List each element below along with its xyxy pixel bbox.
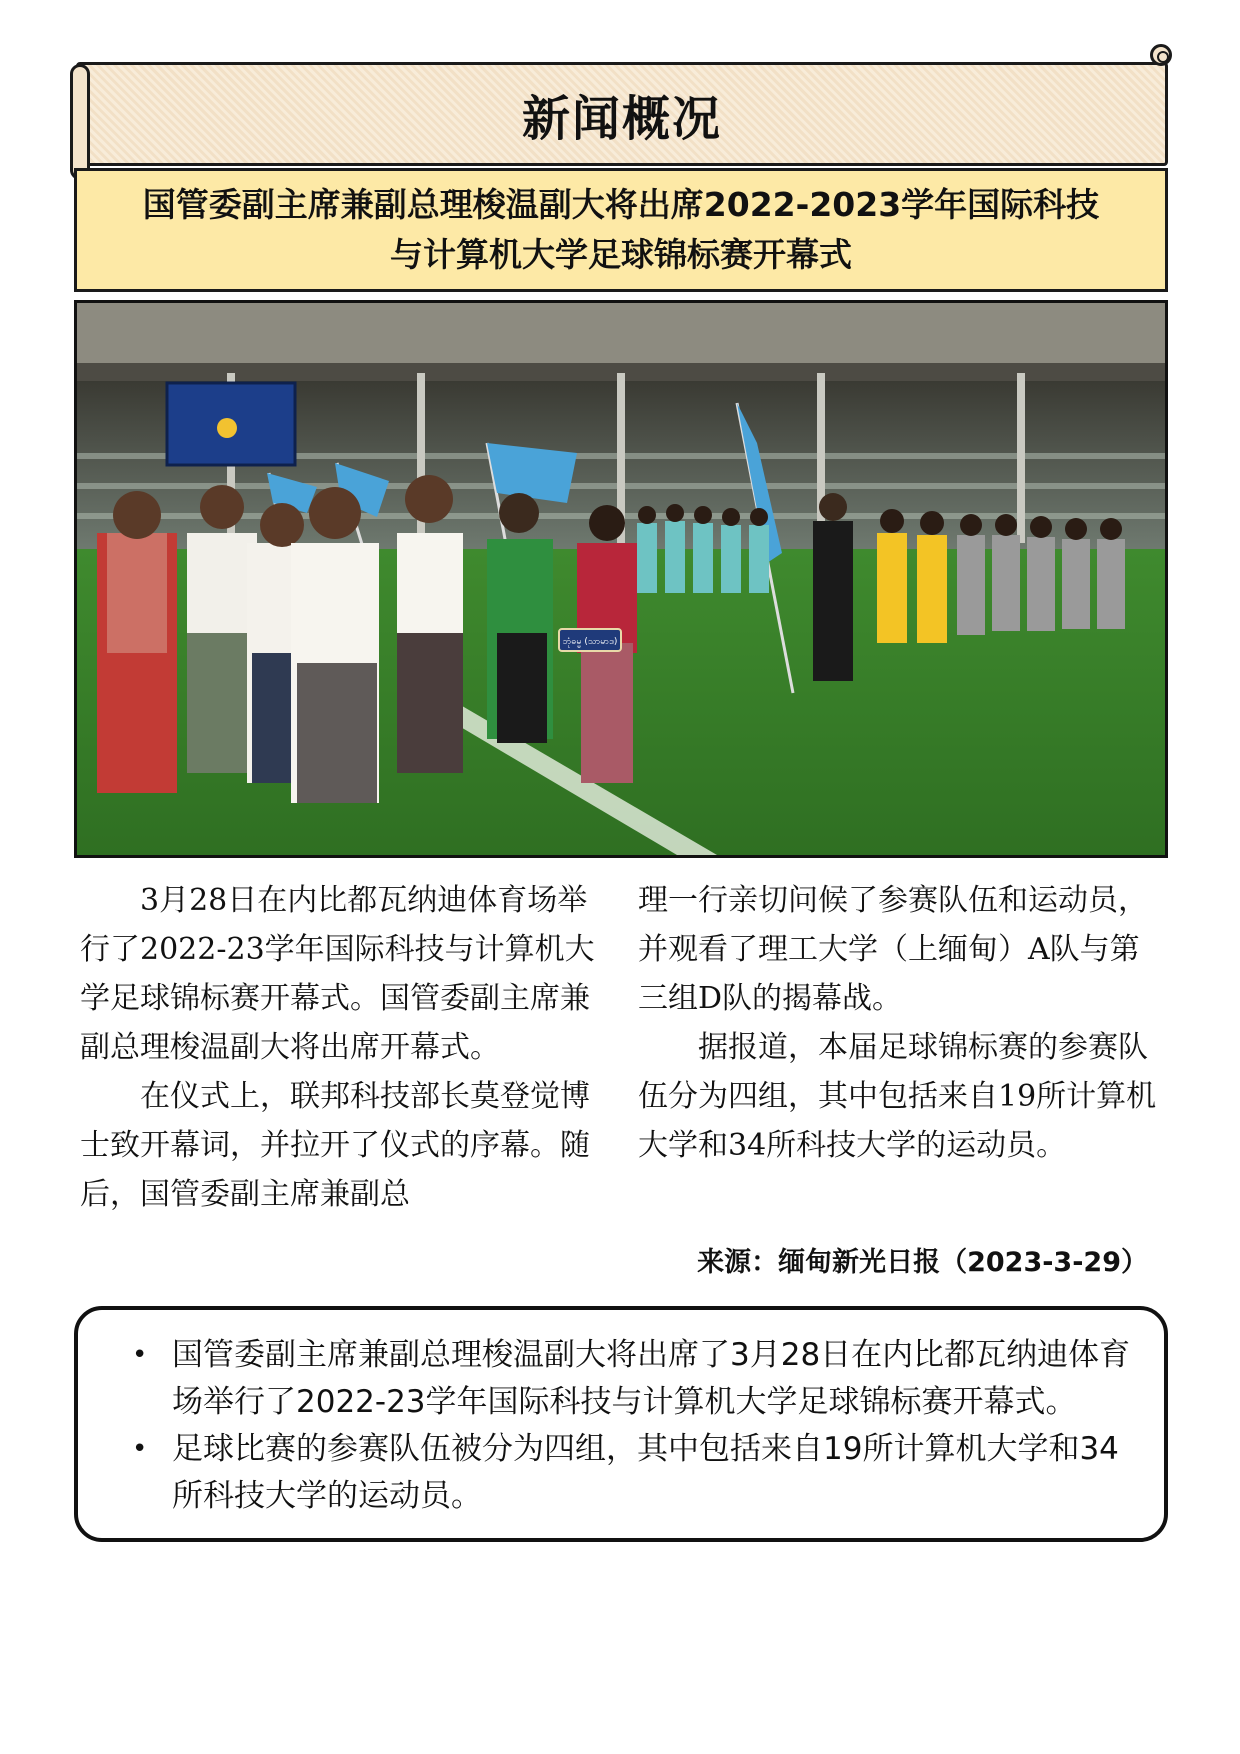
article-paragraph-2-continued: 理一行亲切问候了参赛队伍和运动员，并观看了理工大学（上缅甸）A队与第三组D队的揭幕战。	[638, 883, 1148, 1016]
summary-list	[112, 1332, 1134, 1520]
article-column-right	[638, 876, 1158, 1170]
bullet-icon: •	[132, 1434, 148, 1464]
article-paragraph-1: 3月28日在内比都瓦纳迪体育场举行了2022-23学年国际科技与计算机大学足球锦标赛开幕式。国管委副主席兼副总理梭温副大将出席开幕式。	[80, 883, 595, 1065]
stadium-roof	[77, 303, 1165, 373]
stadium-ceremony-illustration	[77, 303, 1165, 855]
page-title: 新闻概况	[521, 90, 722, 147]
summary-box	[74, 1306, 1168, 1542]
summary-item: • 国管委副主席兼副总理梭温副大将出席了3月28日在内比都瓦纳迪体育场举行了2022-23学年国际科技与计算机大学足球锦标赛开幕式。	[112, 1332, 1134, 1426]
news-headline	[74, 168, 1168, 292]
article-source: 来源：缅甸新光日报（2023-3-29）	[697, 1247, 1148, 1278]
headline-line-1: 国管委副主席兼副总理梭温副大将出席2022-2023学年国际科技	[142, 185, 1100, 224]
news-photo	[74, 300, 1168, 858]
bullet-icon: •	[132, 1340, 148, 1370]
team-sign	[559, 629, 621, 651]
article-column-left	[80, 876, 600, 1219]
article-paragraph-2: 在仪式上，联邦科技部长莫登觉博士致开幕词，并拉开了仪式的序幕。随后，国管委副主席兼副总	[80, 1079, 590, 1212]
summary-item: • 足球比赛的参赛队伍被分为四组，其中包括来自19所计算机大学和34所科技大学的运动员。	[112, 1426, 1134, 1520]
team-sign-text: ဘုံဓမ္မ (သာမာဒ)	[562, 637, 618, 647]
headline-line-2: 与计算机大学足球锦标赛开幕式	[389, 235, 852, 274]
article-paragraph-3: 据报道，本届足球锦标赛的参赛队伍分为四组，其中包括来自19所计算机大学和34所科技大学的运动员。	[638, 1030, 1157, 1163]
